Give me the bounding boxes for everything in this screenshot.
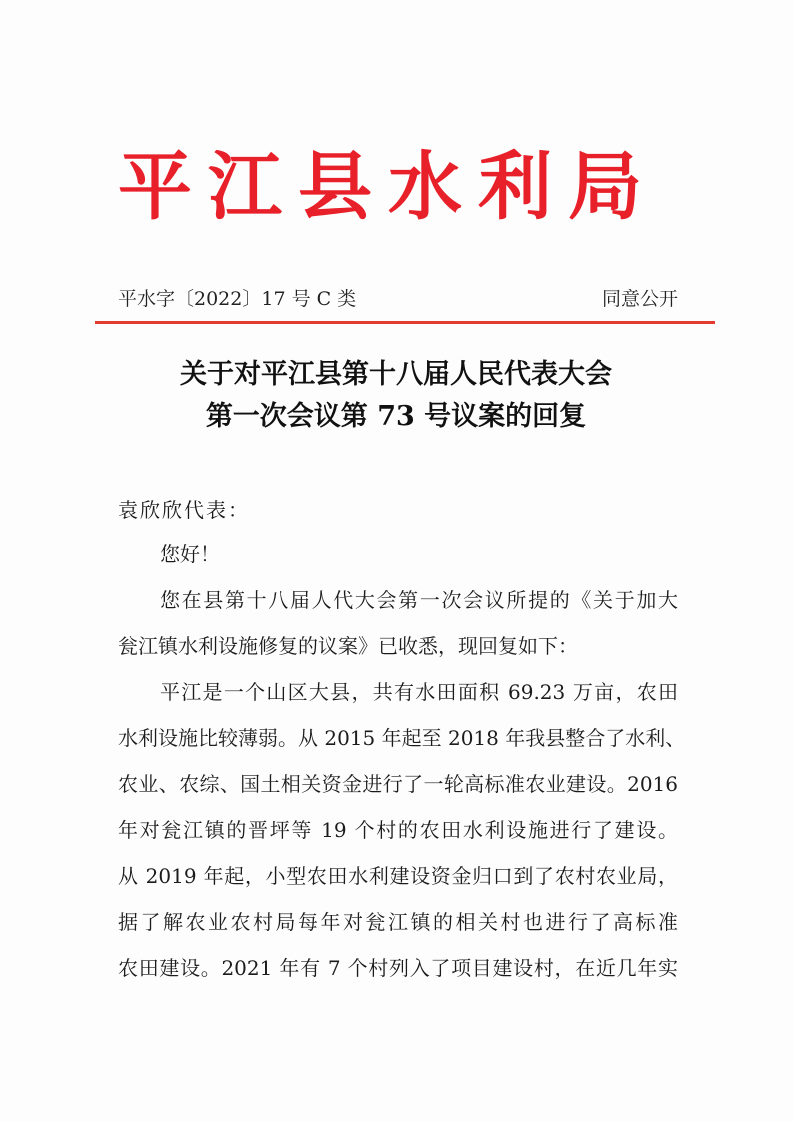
body-line: 农田建设。2021 年有 7 个村列入了项目建设村，在近几年实 <box>118 956 678 980</box>
body-line: 瓮江镇水利设施修复的议案》已收悉，现回复如下： <box>118 634 578 658</box>
document-title <box>96 354 696 438</box>
body-line: 从 2019 年起，小型农田水利建设资金归口到了农村农业局， <box>118 864 678 888</box>
body-line: 您在县第十八届人代大会第一次会议所提的《关于加大 <box>160 588 678 612</box>
disclosure-status: 同意公开 <box>601 288 678 310</box>
letterhead-org-name: 平江县水利局 <box>118 144 658 230</box>
body-line: 年对瓮江镇的晋坪等 19 个村的农田水利设施进行了建设。 <box>118 818 678 842</box>
body-line: 您好！ <box>160 542 220 566</box>
red-separator-line <box>95 321 715 324</box>
body-line: 水利设施比较薄弱。从 2015 年起至 2018 年我县整合了水利、 <box>118 726 686 750</box>
body-text <box>118 531 686 991</box>
salutation: 袁欣欣代表： <box>118 498 250 522</box>
title-line-2: 第一次会议第 73 号议案的回复 <box>205 401 587 432</box>
body-line: 农业、农综、国土相关资金进行了一轮高标准农业建设。2016 <box>118 772 678 796</box>
body-line: 据了解农业农村局每年对瓮江镇的相关村也进行了高标准 <box>118 910 678 934</box>
document-info-line <box>118 284 678 312</box>
body-line: 平江是一个山区大县，共有水田面积 69.23 万亩，农田 <box>160 680 678 704</box>
document-number: 平水字〔2022〕17 号 C 类 <box>118 288 357 310</box>
title-line-1: 关于对平江县第十八届人民代表大会 <box>180 359 612 390</box>
